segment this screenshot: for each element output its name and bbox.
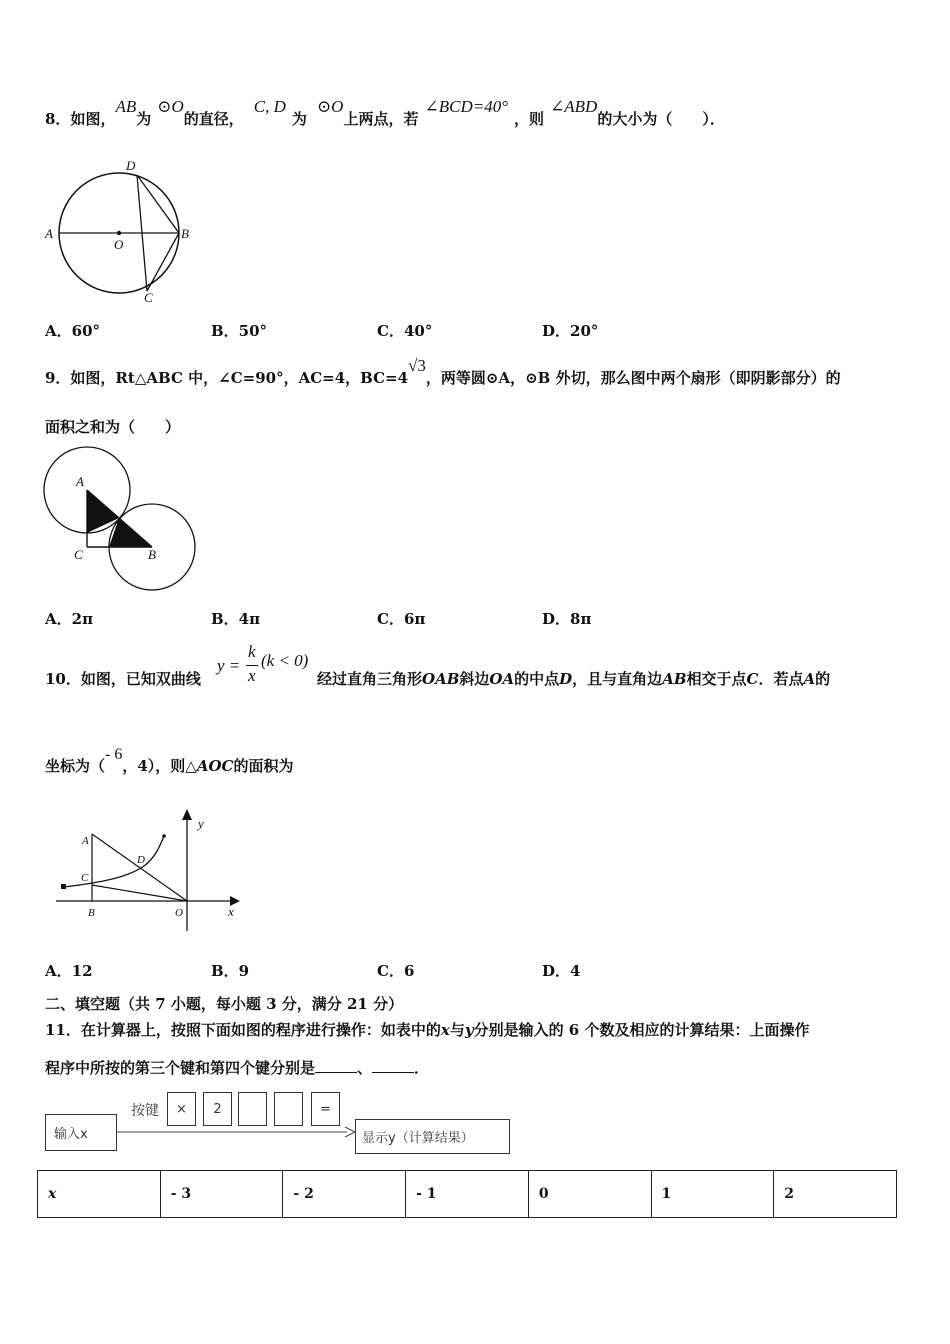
label-y: y <box>198 816 204 831</box>
label-a: A <box>76 474 84 489</box>
q9-stem-line2: 面积之和为（ ） <box>45 418 181 436</box>
hyperbola-branch <box>64 836 164 887</box>
key-two[interactable]: 2 <box>203 1092 232 1126</box>
q8-option-d[interactable]: D．20° <box>542 322 599 340</box>
segment-db <box>137 175 179 233</box>
flow-arrow <box>117 1126 357 1138</box>
q9-circles-figure <box>42 446 202 594</box>
segment-cb <box>147 233 179 291</box>
section-2-title: 二、填空题（共 7 小题，每小题 3 分，满分 21 分） <box>45 995 404 1013</box>
label-o: O <box>175 907 183 919</box>
q11-stem-line1: 11．在计算器上，按照下面如图的程序进行操作：如表中的x与y分别是输入的 6 个数及相应的计算结果：上面操作 <box>45 1021 810 1039</box>
curve-top-dot <box>162 834 166 838</box>
q8-stem: 8．如图，AB为⊙O的直径，C, D为⊙O上两点，若∠BCD=40°，则∠ABD的大小为（ ）． <box>45 97 725 128</box>
input-x-box: 输入x <box>45 1114 117 1151</box>
label-b: B <box>88 907 95 919</box>
label-x: x <box>228 904 234 919</box>
table-cell: - 3 <box>160 1171 283 1218</box>
table-row <box>38 1171 897 1218</box>
center-dot <box>117 231 121 235</box>
label-a: A <box>45 226 53 241</box>
curve-end-dot <box>61 884 66 889</box>
label-d: D <box>137 854 145 866</box>
label-o: O <box>114 237 124 252</box>
segment-oc <box>92 885 187 901</box>
key-blank-3[interactable] <box>238 1092 267 1126</box>
key-equals[interactable]: = <box>311 1092 340 1126</box>
label-c: C <box>81 872 89 884</box>
q10-hyperbola-figure <box>52 806 252 936</box>
output-y-box: 显示y（计算结果） <box>355 1119 510 1154</box>
y-axis-arrow <box>182 809 192 820</box>
q8-option-b[interactable]: B．50° <box>211 322 268 340</box>
q10-option-d[interactable]: D．4 <box>542 962 581 980</box>
answer-blank-1[interactable] <box>315 1058 357 1073</box>
q8-circle-figure <box>40 152 200 307</box>
q10-option-c[interactable]: C．6 <box>377 962 415 980</box>
q9-option-b[interactable]: B．4π <box>211 610 261 628</box>
q8-option-a[interactable]: A．60° <box>45 322 101 340</box>
q9-option-a[interactable]: A．2π <box>45 610 94 628</box>
label-b: B <box>181 226 189 241</box>
answer-blank-2[interactable] <box>372 1058 414 1073</box>
q10-stem-line1: 10．如图，已知双曲线 <box>45 670 201 688</box>
q9-stem-line1: 9．如图，Rt△ABC 中，∠C=90°，AC=4，BC=4√3，两等圆⊙A，⊙B 外切，那么图中两个扇形（即阴影部分）的 <box>45 356 841 387</box>
xy-table <box>37 1170 897 1218</box>
press-keys-label: 按键 <box>131 1103 159 1119</box>
table-cell: 1 <box>651 1171 774 1218</box>
q10-stem-line1-rest: 经过直角三角形OAB斜边OA的中点D，且与直角边AB相交于点C．若点A的 <box>317 670 831 688</box>
q10-option-b[interactable]: B．9 <box>211 962 250 980</box>
label-c: C <box>144 290 153 305</box>
table-header-x: x <box>38 1171 161 1218</box>
q9-option-c[interactable]: C．6π <box>377 610 426 628</box>
key-blank-4[interactable] <box>274 1092 303 1126</box>
key-multiply[interactable]: × <box>167 1092 196 1126</box>
q10-stem-line2: 坐标为（- 6，4），则△AOC的面积为 <box>45 746 294 775</box>
q9-option-d[interactable]: D．8π <box>542 610 592 628</box>
label-d: D <box>126 158 136 173</box>
label-a: A <box>82 835 89 847</box>
q10-option-a[interactable]: A．12 <box>45 962 93 980</box>
segment-oa <box>92 834 187 901</box>
label-c: C <box>74 547 83 562</box>
label-b: B <box>148 547 156 562</box>
table-cell: - 2 <box>283 1171 406 1218</box>
q8-option-c[interactable]: C．40° <box>377 322 433 340</box>
table-cell: 0 <box>528 1171 651 1218</box>
table-cell: 2 <box>774 1171 897 1218</box>
table-cell: - 1 <box>406 1171 529 1218</box>
q11-stem-line2: 程序中所按的第三个键和第四个键分别是 、 ． <box>45 1059 430 1077</box>
